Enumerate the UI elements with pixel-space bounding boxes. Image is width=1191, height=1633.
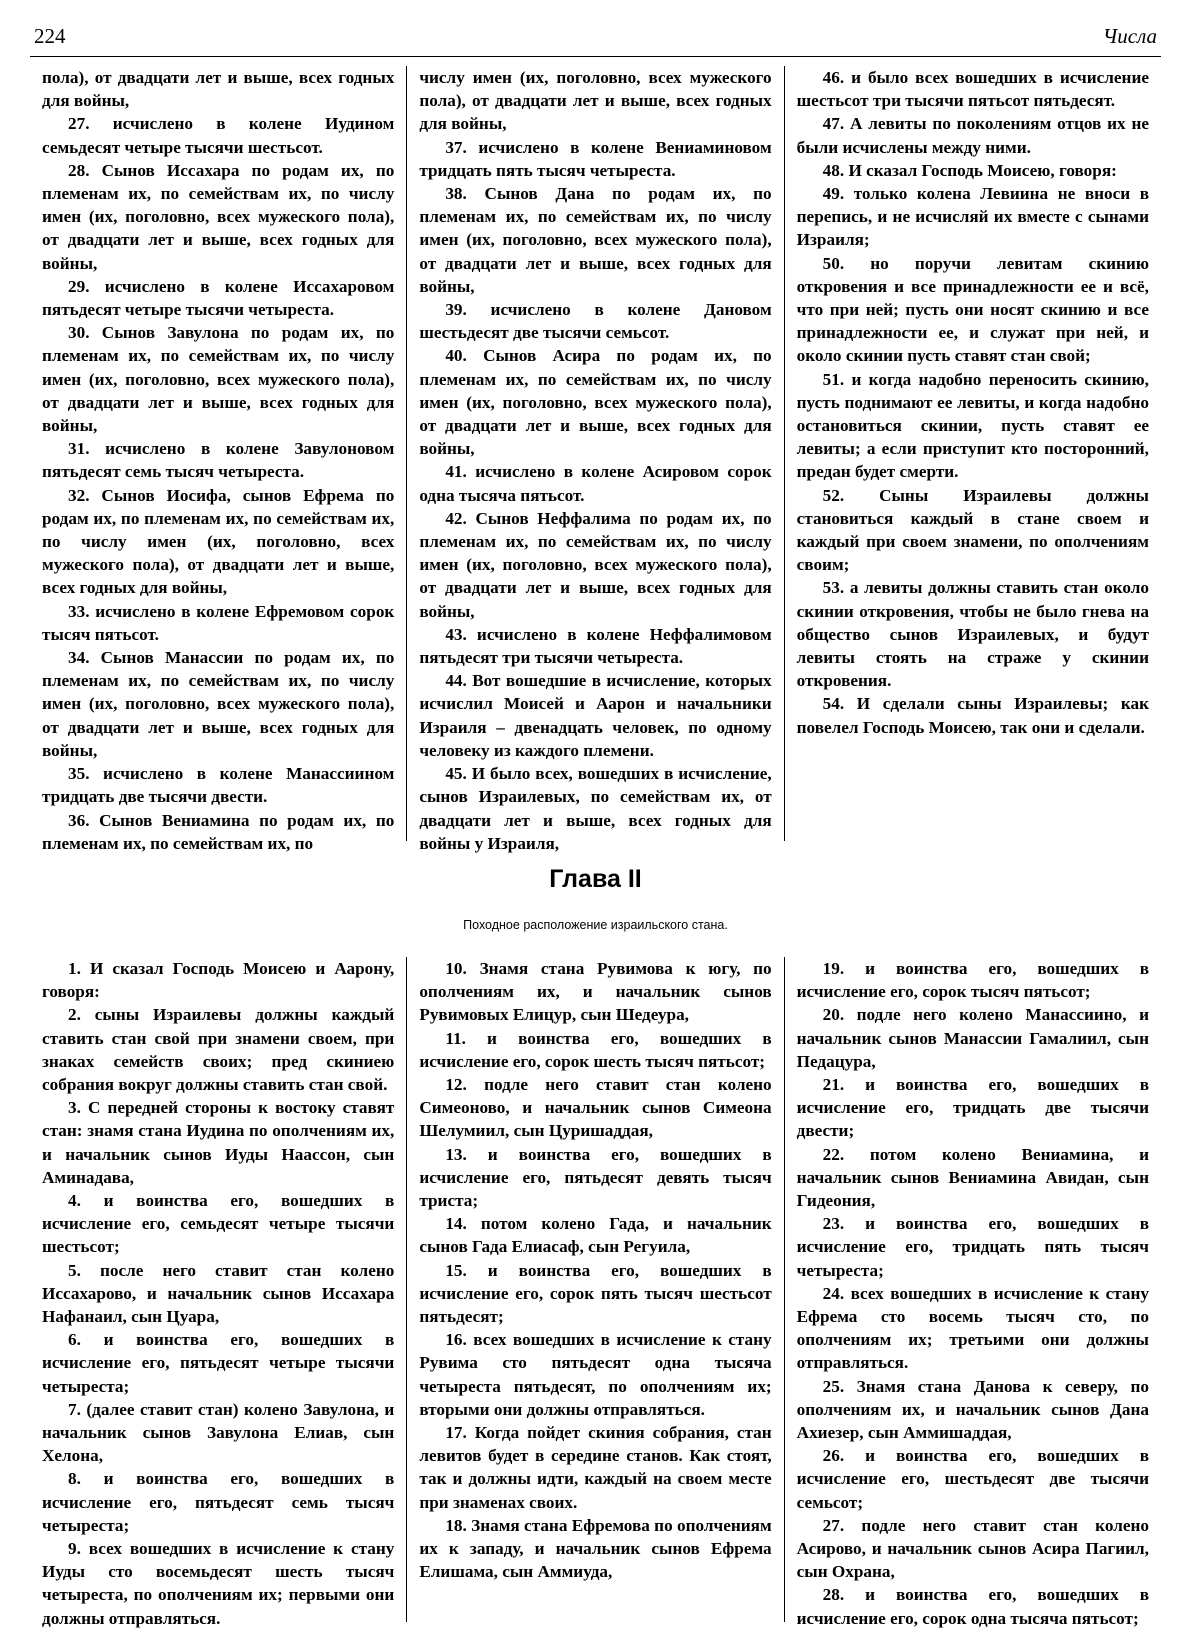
verse: 10. Знамя стана Рувимова к югу, по ополчениям их, и начальник сынов Рувимовых Елицур, сын Шедеура, (419, 959, 772, 1025)
verse: 46. и было всех вошедших в исчисление шестьсот три тысячи пятьсот пятьдесят. (796, 68, 1149, 111)
verse: 11. и воинства его, вошедших в исчисление его, сорок шесть тысяч пятьсот; (419, 1028, 772, 1071)
verse: 18. Знамя стана Ефремова по ополчениям их к западу, и начальник сынов Ефрема Елишама, сын Аммиуда, (419, 1515, 772, 1582)
bottom-columns (30, 957, 1161, 1628)
verse: 33. исчислено в колене Ефремовом сорок тысяч пятьсот. (42, 601, 395, 644)
text-column-3 (784, 66, 1161, 841)
verse: 44. Вот вошедшие в исчисление, которых исчислил Моисей и Аарон и начальники Израиля – двенадцать человек, по одному человеку из каждого племени. (419, 671, 772, 760)
verse: 32. Сынов Иосифа, сынов Ефрема по родам их, по племенам их, по семействам их, по числу имен (их, поголовно, всех мужеского пола), от двадцати лет и выше, всех годных для войны, (42, 485, 395, 598)
verse: 39. исчислено в колене Дановом шестьдесят две тысячи семьсот. (419, 300, 772, 343)
verse: 54. И сделали сыны Израилевы; как повелел Господь Моисею, так они и сделали. (796, 694, 1149, 737)
verse: 48. И сказал Господь Моисею, говоря: (822, 160, 1117, 180)
verse: 23. и воинства его, вошедших в исчисление его, тридцать пять тысяч четыреста; (796, 1214, 1149, 1280)
verse: 13. и воинства его, вошедших в исчисление его, пятьдесят девять тысяч триста; (419, 1144, 772, 1211)
verse: 42. Сынов Неффалима по родам их, по племенам их, по семействам их, по числу имен (их, поголовно, всех мужеского пола), от двадцати лет и выше, всех годных для войны, (419, 508, 772, 621)
verse: 8. и воинства его, вошедших в исчисление его, пятьдесят семь тысяч четыреста; (42, 1469, 395, 1535)
verse: 34. Сынов Манассии по родам их, по племенам их, по семействам их, по числу имен (их, поголовно, всех мужеского пола), от двадцати лет и выше, всех годных для войны, (42, 648, 395, 760)
verse: 27. подле него ставит стан колено Асирово, и начальник сынов Асира Пагиил, сын Охрана, (796, 1515, 1149, 1582)
verse: 30. Сынов Завулона по родам их, по племенам их, по семействам их, по числу имен (их, поголовно, всех мужеского пола), от двадцати лет и выше, всех годных для войны, (42, 323, 395, 436)
verse: 6. и воинства его, вошедших в исчисление его, пятьдесят четыре тысячи четыреста; (42, 1330, 395, 1396)
top-columns (30, 66, 1161, 853)
text-column-2 (406, 957, 783, 1622)
verse: 14. потом колено Гада, и начальник сынов Гада Елиасаф, сын Регуила, (419, 1214, 772, 1257)
chapter-subtitle: Походное расположение израильского стана. (463, 918, 728, 932)
verse: 41. исчислено в колене Асировом сорок одна тысяча пятьсот. (419, 462, 772, 505)
verse: 37. исчислено в колене Вениаминовом тридцать пять тысяч четыреста. (419, 137, 772, 180)
verse: 29. исчислено в колене Иссахаровом пятьдесят четыре тысячи четыреста. (42, 276, 395, 320)
verse: 28. и воинства его, вошедших в исчисление его, сорок одна тысяча пятьсот; (796, 1585, 1149, 1628)
verse: 21. и воинства его, вошедших в исчисление его, тридцать две тысячи двести; (796, 1075, 1149, 1141)
verse: 24. всех вошедших в исчисление к стану Ефрема сто восемь тысяч сто, по ополчениям их; третьими они должны отправляться. (796, 1283, 1149, 1373)
verse: 50. но поручи левитам скинию откровения и все принадлежности ее и всё, что при ней; пусть они носят скинию и все принадлежности ее, и служат при ней, и около скинии пусть ставят стан свой; (796, 253, 1149, 366)
verse: 26. и воинства его, вошедших в исчисление его, шестьдесят две тысячи семьсот; (796, 1446, 1149, 1512)
verse: 2. сыны Израилевы должны каждый ставить стан свой при знамени своем, при знаках семейств своих; пред скиниею собрания вокруг должны ставить стан свой. (42, 1005, 395, 1095)
verse: 5. после него ставит стан колено Иссахарово, и начальник сынов Иссахара Нафанаил, сын Цуара, (42, 1260, 395, 1327)
verse: 49. только колена Левиина не вноси в перепись, и не исчисляй их вместе с сынами Израиля; (796, 184, 1149, 250)
verse: 3. С передней стороны к востоку ставят стан: знамя стана Иудина по ополчениям их, и начальник сынов Иуды Наассон, сын Аминадава, (42, 1098, 395, 1187)
page-number: 224 (34, 24, 66, 48)
verse: 31. исчислено в колене Завулоновом пятьдесят семь тысяч четыреста. (42, 439, 395, 482)
verse: 36. Сынов Вениамина по родам их, по племенам их, по семействам их, по (42, 810, 395, 853)
verse: пола), от двадцати лет и выше, всех годных для войны, (42, 68, 395, 111)
verse: 47. А левиты по поколениям отцов их не были исчислены между ними. (796, 114, 1149, 157)
verse: 52. Сыны Израилевы должны становиться каждый в стане своем и каждый при своем знамени, по ополчениям своим; (796, 485, 1149, 575)
verse: 22. потом колено Вениамина, и начальник сынов Вениамина Авидан, сын Гидеония, (796, 1144, 1149, 1211)
verse: 28. Сынов Иссахара по родам их, по племенам их, по семействам их, по числу имен (их, поголовно, всех мужеского пола), от двадцати лет и выше, всех годных для войны, (42, 160, 395, 273)
text-column-1 (30, 66, 406, 853)
verse: 19. и воинства его, вошедших в исчисление его, сорок тысяч пятьсот; (796, 959, 1149, 1002)
text-column-3 (784, 957, 1161, 1628)
text-column-1 (30, 957, 406, 1628)
verse: 4. и воинства его, вошедших в исчисление его, семьдесят четыре тысячи шестьсот; (42, 1191, 395, 1257)
verse: 38. Сынов Дана по родам их, по племенам их, по семействам их, по числу имен (их, поголовно, всех мужеского пола), от двадцати лет и выше, всех годных для войны, (419, 184, 772, 296)
verse: 53. а левиты должны ставить стан около скинии откровения, чтобы не было гнева на общество сынов Израилевых, и будут левиты стоять на страже у скинии откровения. (796, 578, 1149, 691)
verse: 35. исчислено в колене Манассиином тридцать две тысячи двести. (42, 764, 395, 807)
running-header (30, 22, 1161, 57)
verse: 45. И было всех, вошедших в исчисление, сынов Израилевых, по семействам их, от двадцати лет и выше, всех годных для войны у Израиля, (419, 764, 772, 853)
verse: 25. Знамя стана Данова к северу, по ополчениям их, и начальник сынов Дана Ахиезер, сын Аммишаддая, (796, 1376, 1149, 1443)
verse: 20. подле него колено Манассиино, и начальник сынов Манассии Гамалиил, сын Педацура, (796, 1005, 1149, 1071)
verse: 9. всех вошедших в исчисление к стану Иуды сто восемьдесят шесть тысяч четыреста, по ополчениям их; первыми они должны отправляться. (42, 1539, 395, 1628)
book-title: Числа (1102, 24, 1157, 48)
verse: 15. и воинства его, вошедших в исчисление его, сорок пять тысяч шестьсот пятьдесят; (419, 1260, 772, 1327)
verse: 51. и когда надобно переносить скинию, пусть поднимают ее левиты, и когда надобно остановиться скинии, пусть ставят ее левиты; а если приступит кто посторонний, предан будет смерти. (796, 369, 1149, 482)
text-column-2 (406, 66, 783, 853)
verse: 17. Когда пойдет скиния собрания, стан левитов будет в середине станов. Как стоят, так и должны идти, каждый на своем месте при знаменах своих. (419, 1423, 772, 1512)
verse: 27. исчислено в колене Иудином семьдесят четыре тысячи шестьсот. (42, 114, 395, 157)
verse: 1. И сказал Господь Моисею и Аарону, говоря: (42, 959, 395, 1002)
verse: 7. (далее ставит стан) колено Завулона, и начальник сынов Завулона Елиав, сын Хелона, (42, 1399, 395, 1466)
verse: 12. подле него ставит стан колено Симеоново, и начальник сынов Симеона Шелумиил, сын Цуришаддая, (419, 1075, 772, 1141)
verse: 40. Сынов Асира по родам их, по племенам их, по семействам их, по числу имен (их, поголовно, всех мужеского пола), от двадцати лет и выше, всех годных для войны, (419, 346, 772, 459)
verse: 43. исчислено в колене Неффалимовом пятьдесят три тысячи четыреста. (419, 624, 772, 668)
verse: 16. всех вошедших в исчисление к стану Рувима сто пятьдесят одна тысяча четыреста пятьдесят, по ополчениям их; вторыми они должны отправляться. (419, 1330, 772, 1419)
verse: числу имен (их, поголовно, всех мужеского пола), от двадцати лет и выше, всех годных для войны, (419, 68, 772, 134)
chapter-title: Глава II (549, 865, 642, 893)
